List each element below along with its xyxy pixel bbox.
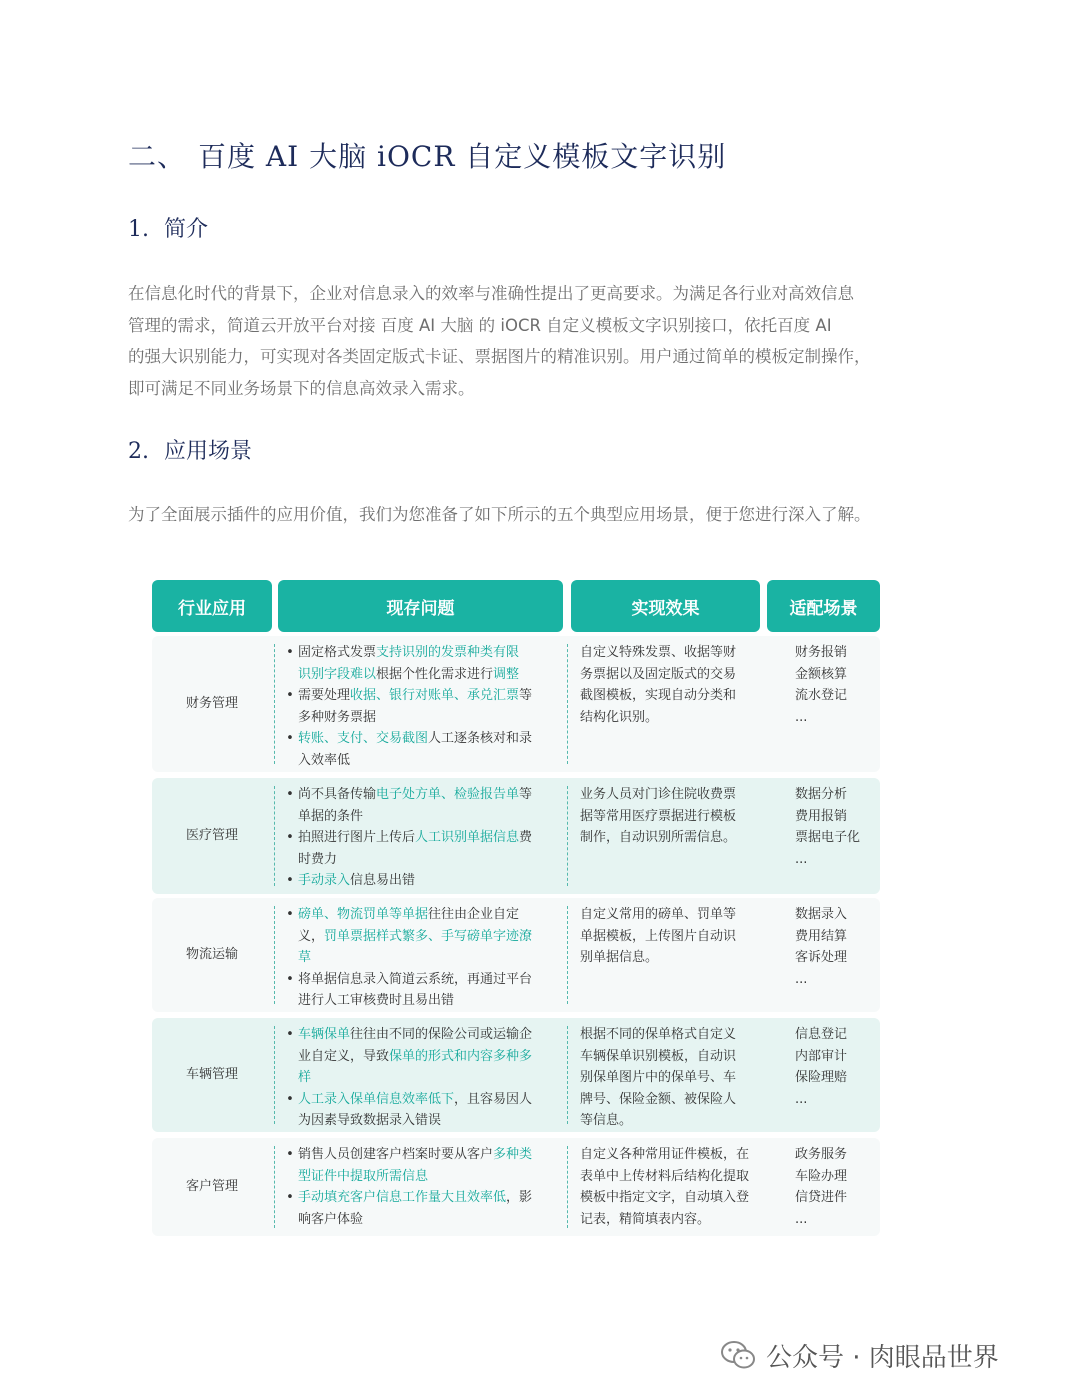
problem-line — [282, 642, 552, 664]
industry-cell: 医疗管理 — [185, 828, 238, 844]
problem-text — [298, 1046, 552, 1068]
problem-text-segment: 进行人工审核费时且易出错 — [298, 993, 455, 1008]
header-fit: 适配场景 — [767, 580, 880, 632]
highlighted-text: 磅单、物流罚单等单据 — [298, 907, 429, 922]
footer-text: 公众号 · 肉眼品世界 — [766, 1342, 999, 1373]
highlighted-text: 手动填充客户信息工作量大且效率低 — [298, 1190, 507, 1205]
bullet-icon: • — [286, 1027, 294, 1042]
problem-text — [298, 784, 552, 806]
problem-text-segment: 等 — [519, 787, 533, 802]
problem-line — [282, 1187, 552, 1209]
fit-cell — [795, 778, 880, 870]
effect-line: 务票据以及固定版式的交易 — [580, 666, 737, 682]
effect-line: 自定义各种常用证件模板，在 — [580, 1147, 750, 1162]
effect-line: 结构化识别。 — [580, 709, 659, 725]
effect-line: 牌号、保险金额、被保险人 — [580, 1091, 737, 1107]
fit-line: 信息登记 — [795, 1027, 848, 1042]
effect-line: 等信息。 — [580, 1113, 633, 1128]
effect-cell — [580, 1138, 762, 1230]
effect-line: 别单据信息。 — [580, 950, 659, 965]
problem-text — [298, 1067, 552, 1089]
fit-line: 财务报销 — [795, 645, 848, 660]
scenes-heading — [128, 434, 252, 465]
effect-line: 据等常用医疗票据进行模板 — [580, 808, 737, 824]
dashed-divider — [567, 1146, 568, 1228]
problem-text — [298, 728, 552, 750]
problem-text — [298, 1144, 552, 1166]
dashed-divider — [567, 786, 568, 886]
effect-line: 记表，精简填表内容。 — [580, 1211, 711, 1227]
highlighted-text: 人工录入保单信息效率低下 — [298, 1091, 455, 1107]
problem-cell — [282, 1018, 552, 1132]
table-row — [152, 1018, 880, 1132]
effect-line: 别保单图片中的保单号、车 — [580, 1070, 737, 1085]
bullet-icon — [282, 926, 298, 948]
problem-text-segment: 单据的条件 — [298, 808, 364, 824]
problem-text — [298, 664, 552, 686]
bullet-icon — [282, 707, 298, 729]
problem-line — [282, 926, 552, 948]
fit-cell — [795, 1018, 880, 1110]
effect-line: 自定义常用的磅单、罚单等 — [580, 907, 737, 922]
fit-line: 数据录入 — [795, 907, 848, 922]
problem-text — [298, 827, 552, 849]
problem-cell — [282, 636, 552, 771]
dashed-divider — [274, 1146, 275, 1228]
header-problem: 现存问题 — [278, 580, 563, 632]
bullet-icon — [282, 1067, 298, 1089]
problem-cell — [282, 898, 552, 1012]
problem-text — [298, 1166, 552, 1188]
intro-number: 1. — [128, 217, 149, 242]
problem-line — [282, 1024, 552, 1046]
fit-line: 车险办理 — [795, 1168, 848, 1184]
industry-cell: 物流运输 — [185, 947, 238, 963]
bullet-icon — [282, 1166, 298, 1188]
problem-text-segment: 拍照进行图片上传后 — [298, 830, 416, 845]
problem-line — [282, 1067, 552, 1089]
footer-watermark — [720, 1336, 999, 1374]
problem-line — [282, 685, 552, 707]
highlighted-text: 车辆保单 — [298, 1027, 351, 1042]
problem-text — [298, 1209, 552, 1231]
problem-text — [298, 990, 552, 1012]
effect-line: 车辆保单识别模板，自动识 — [580, 1048, 737, 1064]
highlighted-text: 罚单票据样式繁多、手写磅单字迹潦 — [324, 928, 533, 944]
highlighted-text: 识别字段难以 — [298, 666, 377, 682]
highlighted-text: 电子处方单、检验报告单 — [376, 787, 520, 802]
bullet-icon — [282, 1209, 298, 1231]
section-title-text: 百度 AI 大脑 iOCR 自定义模板文字识别 — [198, 140, 727, 173]
fit-line: 费用结算 — [795, 928, 848, 944]
problem-line — [282, 947, 552, 969]
problem-text-segment: 费 — [519, 830, 533, 845]
problem-text-segment: 信息易出错 — [350, 873, 416, 888]
fit-line: 数据分析 — [795, 787, 848, 802]
intro-line: 即可满足不同业务场景下的信息高效录入需求。 — [128, 378, 475, 398]
bullet-icon: • — [286, 1091, 294, 1107]
problem-cell — [282, 778, 552, 892]
bullet-icon — [282, 806, 298, 828]
problem-text — [298, 870, 552, 892]
problem-line — [282, 904, 552, 926]
fit-line: 保险理赔 — [795, 1070, 848, 1085]
problem-text — [298, 1187, 552, 1209]
problem-text-segment: 业自定义，导致 — [298, 1048, 390, 1064]
fit-cell — [795, 1138, 880, 1230]
problem-line — [282, 827, 552, 849]
highlighted-text: 收据、银行对账单、承兑汇票 — [350, 688, 520, 703]
problem-text-segment: 入效率低 — [298, 752, 351, 768]
fit-line: ... — [795, 1091, 808, 1107]
fit-line: 金额核算 — [795, 666, 848, 682]
intro-line: 在信息化时代的背景下，企业对信息录入的效率与准确性提出了更高要求。为满足各行业对高效信息 — [128, 284, 854, 303]
problem-text — [298, 707, 552, 729]
bullet-icon: • — [286, 873, 294, 888]
problem-text-segment: ，影 — [506, 1190, 533, 1205]
bullet-icon: • — [286, 830, 294, 845]
bullet-icon — [282, 1046, 298, 1068]
highlighted-text: 转账、支付、交易截图 — [298, 731, 429, 746]
bullet-icon: • — [286, 971, 294, 987]
intro-heading-text: 简介 — [164, 217, 209, 242]
bullet-icon — [282, 990, 298, 1012]
effect-line: 表单中上传材料后结构化提取 — [580, 1168, 750, 1184]
problem-line — [282, 1089, 552, 1111]
problem-text-segment: 将单据信息录入简道云系统，再通过平台 — [298, 971, 533, 987]
industry-cell: 车辆管理 — [185, 1067, 238, 1083]
fit-line: 信贷进件 — [795, 1190, 848, 1205]
problem-text — [298, 1024, 552, 1046]
problem-line — [282, 849, 552, 871]
bullet-icon — [282, 664, 298, 686]
bullet-icon: • — [286, 787, 294, 802]
effect-line: 业务人员对门诊住院收费票 — [580, 787, 737, 802]
highlighted-text: 人工识别单据信息 — [415, 830, 520, 845]
effect-line: 模板中指定文字，自动填入登 — [580, 1190, 750, 1205]
problem-text-segment: 尚不具备传输 — [298, 787, 377, 802]
problem-line — [282, 1144, 552, 1166]
problem-line — [282, 969, 552, 991]
problem-text — [298, 1110, 552, 1132]
fit-cell — [795, 898, 880, 990]
problem-text-segment: 需要处理 — [298, 688, 351, 703]
bullet-icon: • — [286, 688, 294, 703]
bullet-icon — [282, 750, 298, 772]
dashed-divider — [567, 1026, 568, 1124]
problem-line — [282, 990, 552, 1012]
problem-text-segment: 人工逐条核对和录 — [428, 731, 533, 746]
problem-text — [298, 849, 552, 871]
industry-cell: 财务管理 — [185, 696, 238, 712]
problem-text — [298, 750, 552, 772]
problem-text — [298, 904, 552, 926]
dashed-divider — [274, 1026, 275, 1124]
bullet-icon — [282, 947, 298, 969]
intro-paragraph — [128, 278, 960, 404]
bullet-icon — [282, 849, 298, 871]
effect-line: 自定义特殊发票、收据等财 — [580, 645, 737, 660]
bullet-icon — [282, 1110, 298, 1132]
effect-cell — [580, 636, 762, 728]
header-industry: 行业应用 — [152, 580, 272, 632]
intro-heading — [128, 212, 208, 243]
problem-text-segment: 等 — [519, 688, 533, 703]
highlighted-text: 支持识别的发票种类有限 — [376, 645, 520, 660]
problem-line — [282, 784, 552, 806]
problem-text-segment: 根据个性化需求进行 — [376, 666, 494, 682]
bullet-icon: • — [286, 645, 294, 660]
problem-text — [298, 806, 552, 828]
dashed-divider — [567, 906, 568, 1004]
section-title — [128, 135, 726, 175]
problem-line — [282, 870, 552, 892]
problem-text — [298, 1089, 552, 1111]
effect-cell — [580, 898, 762, 969]
highlighted-text: 型证件中提取所需信息 — [298, 1168, 429, 1184]
effect-cell — [580, 1018, 762, 1132]
scenes-number: 2. — [128, 439, 149, 464]
problem-text-segment: 往往由企业自定 — [428, 907, 520, 922]
problem-line — [282, 707, 552, 729]
highlighted-text: 草 — [298, 950, 312, 965]
problem-line — [282, 1110, 552, 1132]
problem-text-segment: 义， — [298, 928, 325, 944]
highlighted-text: 多种类 — [493, 1147, 533, 1162]
header-effect: 实现效果 — [571, 580, 760, 632]
problem-line — [282, 1166, 552, 1188]
effect-line: 制作，自动识别所需信息。 — [580, 830, 737, 845]
fit-line: ... — [795, 709, 808, 725]
scenes-paragraph — [128, 499, 960, 531]
bullet-icon: • — [286, 731, 294, 746]
table-row — [152, 778, 880, 894]
bullet-icon: • — [286, 907, 294, 922]
problem-text-segment: 多种财务票据 — [298, 709, 377, 725]
problem-text — [298, 685, 552, 707]
fit-line: 票据电子化 — [795, 830, 861, 845]
problem-text-segment: 为因素导致数据录入错误 — [298, 1113, 442, 1128]
highlighted-text: 手动录入 — [298, 873, 351, 888]
effect-line: 截图模板，实现自动分类和 — [580, 688, 737, 703]
effect-line: 根据不同的保单格式自定义 — [580, 1027, 737, 1042]
problem-text-segment: 时费力 — [298, 851, 338, 867]
problem-line — [282, 728, 552, 750]
wechat-icon — [720, 1340, 756, 1370]
table-row — [152, 636, 880, 772]
table-row — [152, 1138, 880, 1236]
intro-line: 的强大识别能力，可实现对各类固定版式卡证、票据图片的精准识别。用户通过简单的模板定制操作， — [128, 347, 871, 366]
table-row — [152, 898, 880, 1012]
problem-line — [282, 806, 552, 828]
effect-line: 单据模板，上传图片自动识 — [580, 928, 737, 944]
problem-line — [282, 750, 552, 772]
scenes-heading-text: 应用场景 — [164, 439, 253, 464]
bullet-icon: • — [286, 1190, 294, 1205]
effect-cell — [580, 778, 762, 849]
problem-cell — [282, 1138, 552, 1230]
dashed-divider — [274, 786, 275, 886]
fit-line: ... — [795, 851, 808, 867]
fit-cell — [795, 636, 880, 728]
problem-text — [298, 947, 552, 969]
fit-line: 客诉处理 — [795, 950, 848, 965]
section-number: 二、 — [128, 140, 187, 173]
fit-line: 费用报销 — [795, 808, 848, 824]
fit-line: ... — [795, 971, 808, 987]
fit-line: 内部审计 — [795, 1048, 848, 1064]
problem-text — [298, 926, 552, 948]
highlighted-text: 保单的形式和内容多种多 — [389, 1048, 533, 1064]
problem-text-segment: 响客户体验 — [298, 1211, 364, 1227]
problem-text — [298, 642, 552, 664]
dashed-divider — [274, 906, 275, 1004]
highlighted-text: 样 — [298, 1070, 312, 1085]
fit-line: ... — [795, 1211, 808, 1227]
dashed-divider — [567, 644, 568, 764]
problem-line — [282, 664, 552, 686]
fit-line: 政务服务 — [795, 1147, 848, 1162]
fit-line: 流水登记 — [795, 688, 848, 703]
bullet-icon: • — [286, 1147, 294, 1162]
problem-text-segment: 固定格式发票 — [298, 645, 377, 660]
scenes-text: 为了全面展示插件的应用价值，我们为您准备了如下所示的五个典型应用场景，便于您进行深入了解。 — [128, 505, 871, 524]
problem-line — [282, 1209, 552, 1231]
industry-cell: 客户管理 — [185, 1179, 238, 1195]
problem-line — [282, 1046, 552, 1068]
problem-text-segment: 销售人员创建客户档案时要从客户 — [298, 1147, 494, 1162]
problem-text-segment: ，且容易因人 — [454, 1091, 533, 1107]
highlighted-text: 调整 — [493, 666, 520, 682]
intro-line: 管理的需求，简道云开放平台对接 百度 AI 大脑 的 iOCR 自定义模板文字识别接口，依托百度 AI — [128, 315, 832, 335]
problem-text — [298, 969, 552, 991]
problem-text-segment: 往往由不同的保险公司或运输企 — [350, 1027, 533, 1042]
dashed-divider — [274, 644, 275, 764]
